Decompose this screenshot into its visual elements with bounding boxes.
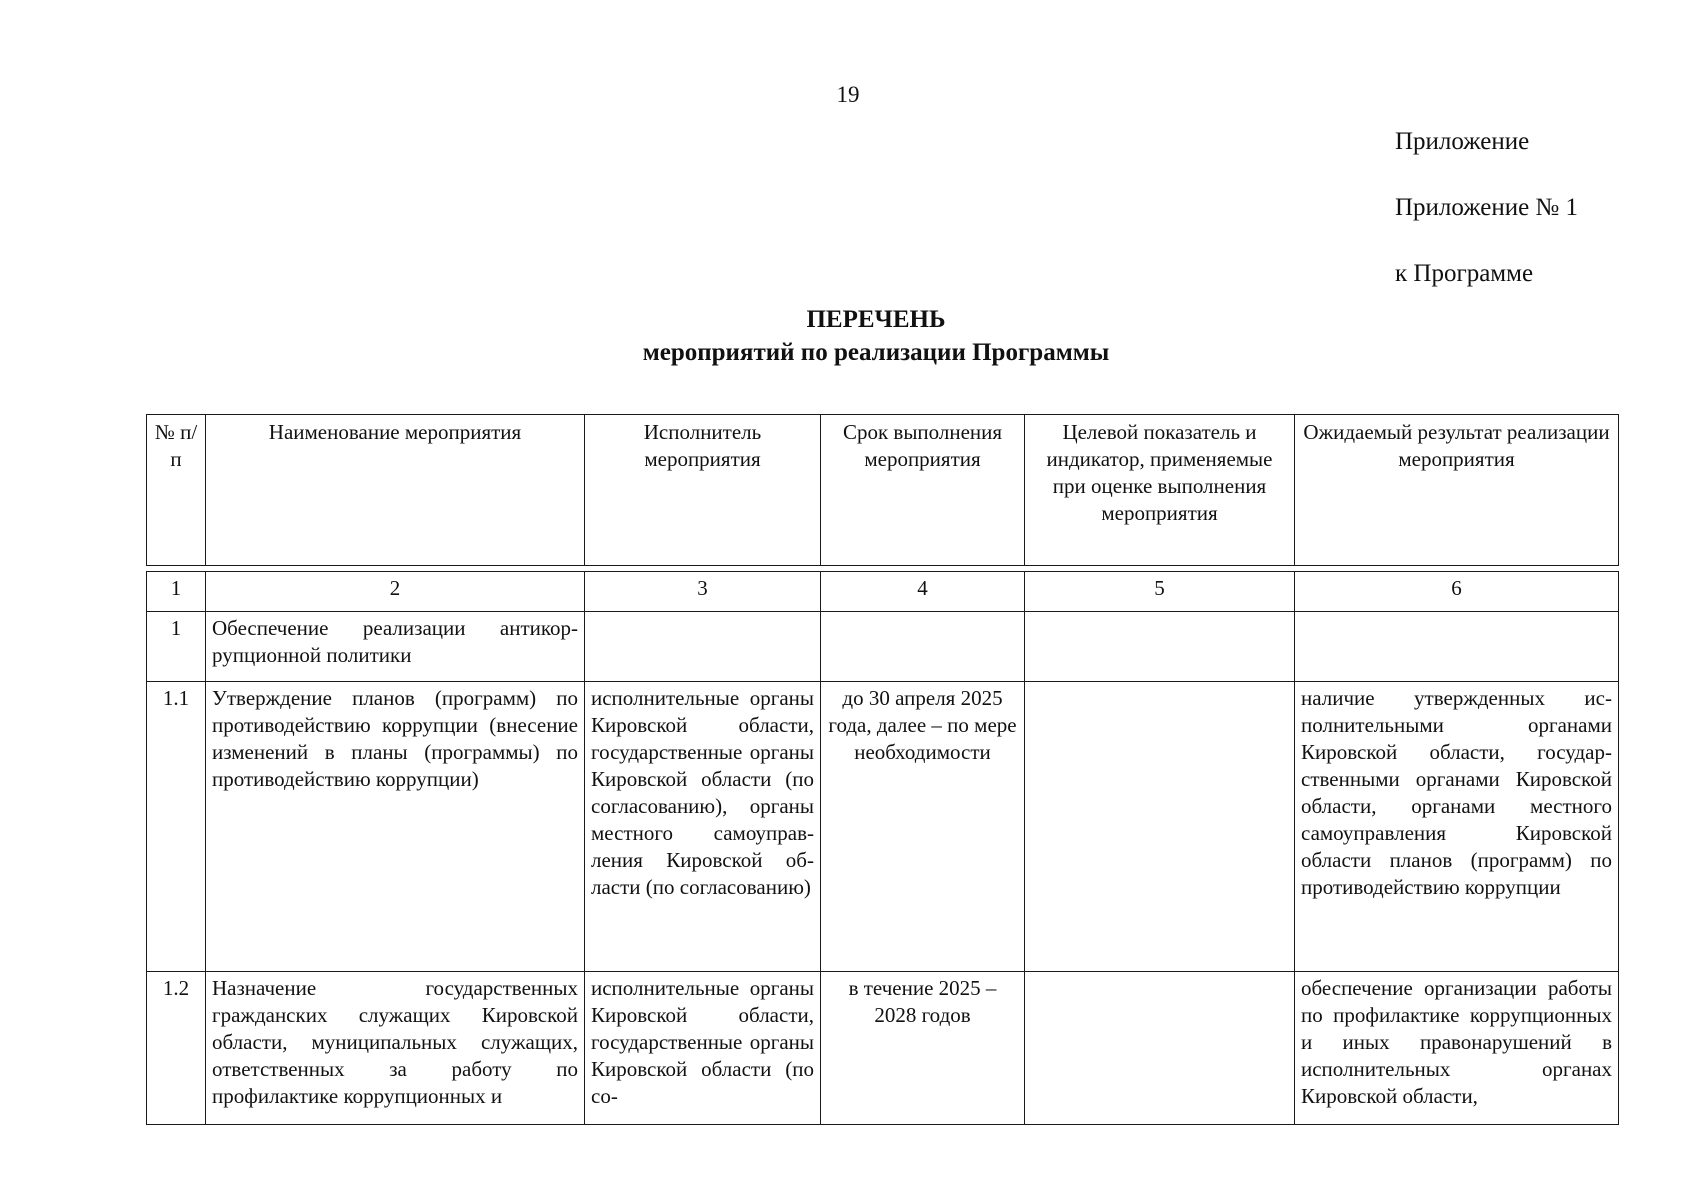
column-number: 6	[1295, 572, 1619, 612]
page-number: 19	[836, 82, 860, 107]
row-executor: исполнительные органы Кировской области, государственные органы Кировской области (по согласованию), органы местного самоуправления Кировской области (по согласованию)	[585, 682, 821, 972]
row-result	[1295, 612, 1619, 682]
document-title: ПЕРЕЧЕНЬ	[806, 306, 946, 333]
column-number: 4	[821, 572, 1025, 612]
row-name: Обеспечение реализации антикоррупционной политики	[206, 612, 585, 682]
header-cell-executor: Исполнитель мероприятия	[585, 415, 821, 566]
table-body	[146, 571, 1619, 1125]
appendix-line-3: к Программе	[1395, 260, 1534, 287]
header-cell-number: № п/п	[147, 415, 206, 566]
header-cell-name: Наименование мероприятия	[206, 415, 585, 566]
column-number: 3	[585, 572, 821, 612]
table-row	[147, 682, 1619, 972]
header-cell-term: Срок выполнения мероприятия	[821, 415, 1025, 566]
row-indicator	[1025, 612, 1295, 682]
column-number: 1	[147, 572, 206, 612]
table-header	[146, 414, 1619, 566]
row-indicator	[1025, 682, 1295, 972]
row-name: Утверждение планов (программ) по противодействию коррупции (внесение изменений в планы (программы) по противодействию коррупции)	[206, 682, 585, 972]
column-number: 2	[206, 572, 585, 612]
header-cell-result: Ожидаемый результат реализации мероприятия	[1295, 415, 1619, 566]
row-number: 1.1	[147, 682, 206, 972]
document-subtitle: мероприятий по реализации Программы	[642, 339, 1110, 366]
row-name: Назначение государственных гражданских служащих Кировской области, муниципальных служащих, ответственных за работу по профилактике коррупционных и	[206, 972, 585, 1125]
appendix-line-1: Приложение	[1395, 128, 1530, 155]
row-result: обеспечение организации работы по профилактике коррупционных и иных правонарушений в исполнительных органах Кировской области,	[1295, 972, 1619, 1125]
row-number: 1.2	[147, 972, 206, 1125]
column-number-row	[147, 572, 1619, 612]
row-executor: исполнительные органы Кировской области, государственные органы Кировской области (по со-	[585, 972, 821, 1125]
row-executor	[585, 612, 821, 682]
table-row	[147, 612, 1619, 682]
row-term	[821, 612, 1025, 682]
row-result: наличие утвержденных исполнительными органами Кировской области, государственными органами Кировской области, органами местного самоуправления Кировской области планов (программ) по противодействию коррупции	[1295, 682, 1619, 972]
row-term: до 30 апреля 2025 года, далее – по мере необходимости	[821, 682, 1025, 972]
header-cell-indicator: Целевой показатель и индикатор, применяемые при оценке выполнения мероприятия	[1025, 415, 1295, 566]
appendix-line-2: Приложение № 1	[1395, 194, 1579, 221]
row-indicator	[1025, 972, 1295, 1125]
row-term: в течение 2025 – 2028 годов	[821, 972, 1025, 1125]
column-number: 5	[1025, 572, 1295, 612]
table-row	[147, 972, 1619, 1125]
row-number: 1	[147, 612, 206, 682]
